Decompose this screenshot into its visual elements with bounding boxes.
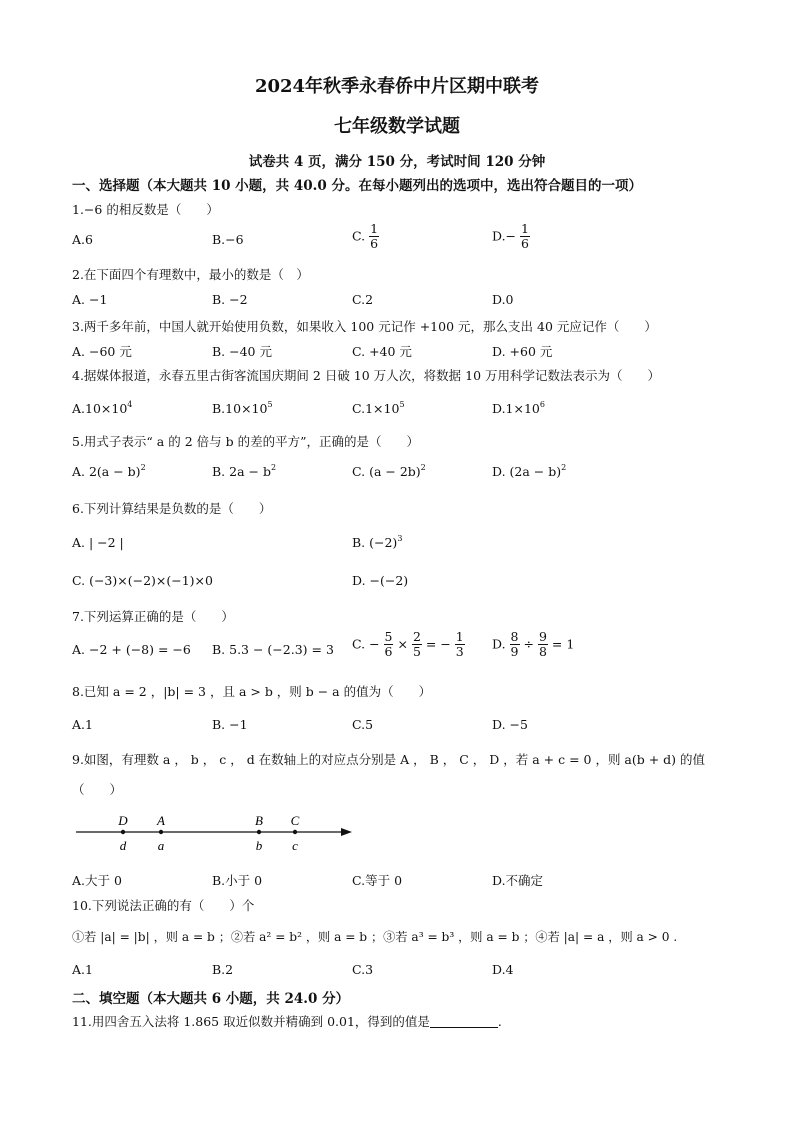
q7-c-n2: 2: [412, 629, 421, 644]
q6-option-c: C. (−3)×(−2)×(−1)×0: [72, 573, 213, 588]
q3-option-a: A. −60 元: [72, 344, 132, 359]
exam-subtitle: 七年级数学试题: [334, 116, 460, 137]
exam-info: 试卷共 4 页，满分 150 分，考试时间 120 分钟: [248, 154, 546, 170]
q7-c-n3: 1: [455, 629, 464, 644]
question-10-stem: 10.下列说法正确的有（ ）个: [72, 898, 255, 913]
q7-c-eq: = −: [425, 636, 451, 652]
q2-option-d: D.0: [492, 292, 514, 307]
q5-c-exp: 2: [420, 463, 426, 472]
q6-option-a: A. | −2 |: [72, 535, 124, 550]
q7-d-d1: 9: [510, 644, 519, 660]
q8-option-d: D. −5: [492, 717, 528, 732]
q3-option-b: B. −40 元: [212, 344, 272, 359]
q9-option-d: D.不确定: [492, 873, 544, 888]
q7-c-frac1: [384, 630, 394, 660]
value-label-d: d: [119, 838, 127, 853]
q7-c-frac3: [455, 630, 465, 660]
q5-option-b: [212, 464, 276, 479]
question-3-stem: 3.两千多年前，中国人就开始使用负数，如果收入 100 元记作 +100 元，那么支出 40 元应记作（ ）: [72, 319, 657, 334]
number-line-diagram: [70, 810, 360, 856]
q8-option-c: C.5: [352, 717, 374, 732]
q2-option-c: C.2: [352, 292, 374, 307]
q5-b-expr: B. 2a − b: [212, 464, 271, 479]
q3-option-c: C. +40 元: [352, 344, 412, 359]
q4-a-exp: 4: [127, 400, 133, 409]
q7-c-d2: 5: [412, 644, 421, 660]
q1-c-fraction: [369, 222, 379, 252]
value-label-c: c: [292, 838, 298, 853]
exam-title: 2024年秋季永春侨中片区期中联考: [254, 76, 540, 97]
q7-c-d1: 6: [384, 644, 393, 660]
q9-option-a: A.大于 0: [72, 873, 122, 888]
point-label-C: C: [290, 813, 300, 828]
point-c-dot: [293, 830, 297, 834]
q7-d-n2: 9: [538, 629, 547, 644]
q4-d-exp: 6: [539, 400, 545, 409]
q6-option-b: [352, 535, 402, 550]
q2-option-b: B. −2: [212, 292, 248, 307]
q8-option-b: B. −1: [212, 717, 248, 732]
q10-option-a: A.1: [72, 962, 93, 977]
q4-option-d: [492, 401, 545, 416]
q5-d-expr: D. (2a − b): [492, 464, 562, 479]
q10-option-c: C.3: [352, 962, 374, 977]
q7-option-a: A. −2 + (−8) = −6: [72, 642, 191, 657]
q1-d-den: 6: [521, 236, 529, 252]
q7-d-frac1: [510, 630, 520, 660]
question-11: [72, 1012, 502, 1030]
point-label-A: A: [157, 813, 165, 828]
q4-c-exp: 5: [399, 400, 405, 409]
question-8-stem: 8.已知 a = 2 ，|b| = 3 ，且 a > b ，则 b − a 的值为（ ）: [72, 684, 432, 699]
point-label-D: D: [118, 813, 128, 828]
q1-c-num: 1: [370, 221, 379, 236]
question-9-paren: （ ）: [72, 782, 123, 797]
value-label-b: b: [255, 838, 263, 853]
q9-option-c: C.等于 0: [352, 873, 403, 888]
q5-option-a: [72, 464, 146, 479]
q4-b-exp: 5: [267, 400, 273, 409]
q5-b-exp: 2: [270, 463, 277, 472]
q5-option-c: [352, 464, 426, 479]
question-9-stem: 9.如图，有理数 a ， b ， c ， d 在数轴上的对应点分别是 A ， B ， C ， D ，若 a + c = 0 ，则 a(b + d) 的值: [72, 752, 706, 767]
q6-b-expr: B. (−2): [352, 535, 398, 550]
q7-d-mid: ÷: [523, 636, 534, 652]
section-heading-choice: 一、选择题（本大题共 10 小题，共 40.0 分。在每小题列出的选项中，选出符合题目的一项）: [72, 178, 642, 194]
q2-option-a: A. −1: [72, 292, 108, 307]
number-line-arrow: [341, 828, 352, 836]
q1-c-den: 6: [370, 236, 379, 252]
point-b-dot: [257, 830, 261, 834]
point-d-dot: [121, 830, 125, 834]
q8-option-a: A.1: [72, 717, 93, 732]
q10-option-b: B.2: [212, 962, 234, 977]
q1-option-d: [492, 222, 530, 252]
question-2-stem: 2.在下面四个有理数中，最小的数是（ ）: [72, 267, 309, 282]
q1-c-prefix: C.: [352, 228, 366, 244]
q7-c-mid: ×: [397, 636, 408, 652]
q4-option-b: [212, 401, 273, 416]
q1-option-b: B.−6: [212, 232, 244, 247]
q1-option-a: A.6: [72, 232, 93, 247]
q5-option-d: [492, 464, 566, 479]
q7-c-d3: 3: [455, 644, 464, 660]
q4-option-c: [352, 401, 405, 416]
q1-d-fraction: [520, 222, 530, 252]
q6-b-exp: 3: [397, 534, 403, 543]
question-5-stem: 5.用式子表示“ a 的 2 倍与 b 的差的平方”，正确的是（ ）: [72, 434, 419, 449]
q1-d-num: 1: [521, 221, 529, 236]
q10-option-d: D.4: [492, 962, 514, 977]
question-6-stem: 6.下列计算结果是负数的是（ ）: [72, 501, 272, 516]
q7-c-prefix: C. −: [352, 636, 380, 652]
q6-option-d: D. −(−2): [352, 573, 409, 588]
q4-d-base: D.1×10: [492, 401, 540, 416]
q7-option-c: [352, 630, 465, 660]
q7-d-d2: 8: [538, 644, 547, 660]
q7-c-frac2: [412, 630, 422, 660]
question-4-stem: 4.据媒体报道，永春五里古街客流国庆期间 2 日破 10 万人次，将数据 10 万用科学记数法表示为（ ）: [72, 368, 661, 383]
q7-d-prefix: D.: [492, 636, 506, 652]
q4-a-base: A.10×10: [72, 401, 128, 416]
q7-d-eq: = 1: [551, 636, 575, 652]
q4-c-base: C.1×10: [352, 401, 400, 416]
q1-d-prefix: D.−: [492, 228, 517, 244]
point-label-B: B: [255, 813, 263, 828]
q7-option-d: [492, 630, 574, 660]
q11-answer-blank[interactable]: [430, 1015, 498, 1028]
q7-c-n1: 5: [384, 629, 393, 644]
q5-a-expr: A. 2(a − b): [72, 464, 141, 479]
q9-option-b: B.小于 0: [212, 873, 263, 888]
question-1-stem: 1.−6 的相反数是（ ）: [72, 202, 219, 217]
q5-a-exp: 2: [140, 463, 146, 472]
value-label-a: a: [157, 838, 165, 853]
q7-d-frac2: [538, 630, 548, 660]
question-10-statements: ①若 |a| = |b| ，则 a = b ；②若 a² = b² ，则 a = b ；③若 a³ = b³ ，则 a = b ；④若 |a| = a ，则 a > 0 .: [72, 930, 678, 944]
q5-c-expr: C. (a − 2b): [352, 464, 421, 479]
q1-option-c: [352, 222, 379, 252]
point-a-dot: [159, 830, 163, 834]
q7-option-b: B. 5.3 − (−2.3) = 3: [212, 642, 334, 657]
section-heading-fill: 二、填空题（本大题共 6 小题，共 24.0 分）: [72, 991, 350, 1007]
q4-b-base: B.10×10: [212, 401, 268, 416]
q5-d-exp: 2: [561, 463, 567, 472]
q3-option-d: D. +60 元: [492, 344, 553, 359]
question-7-stem: 7.下列运算正确的是（ ）: [72, 609, 234, 624]
q4-option-a: [72, 401, 132, 416]
q7-d-n1: 8: [510, 629, 519, 644]
question-11-stem: 11.用四舍五入法将 1.865 取近似数并精确到 0.01，得到的值是: [72, 1014, 430, 1029]
question-11-end: .: [497, 1014, 502, 1029]
